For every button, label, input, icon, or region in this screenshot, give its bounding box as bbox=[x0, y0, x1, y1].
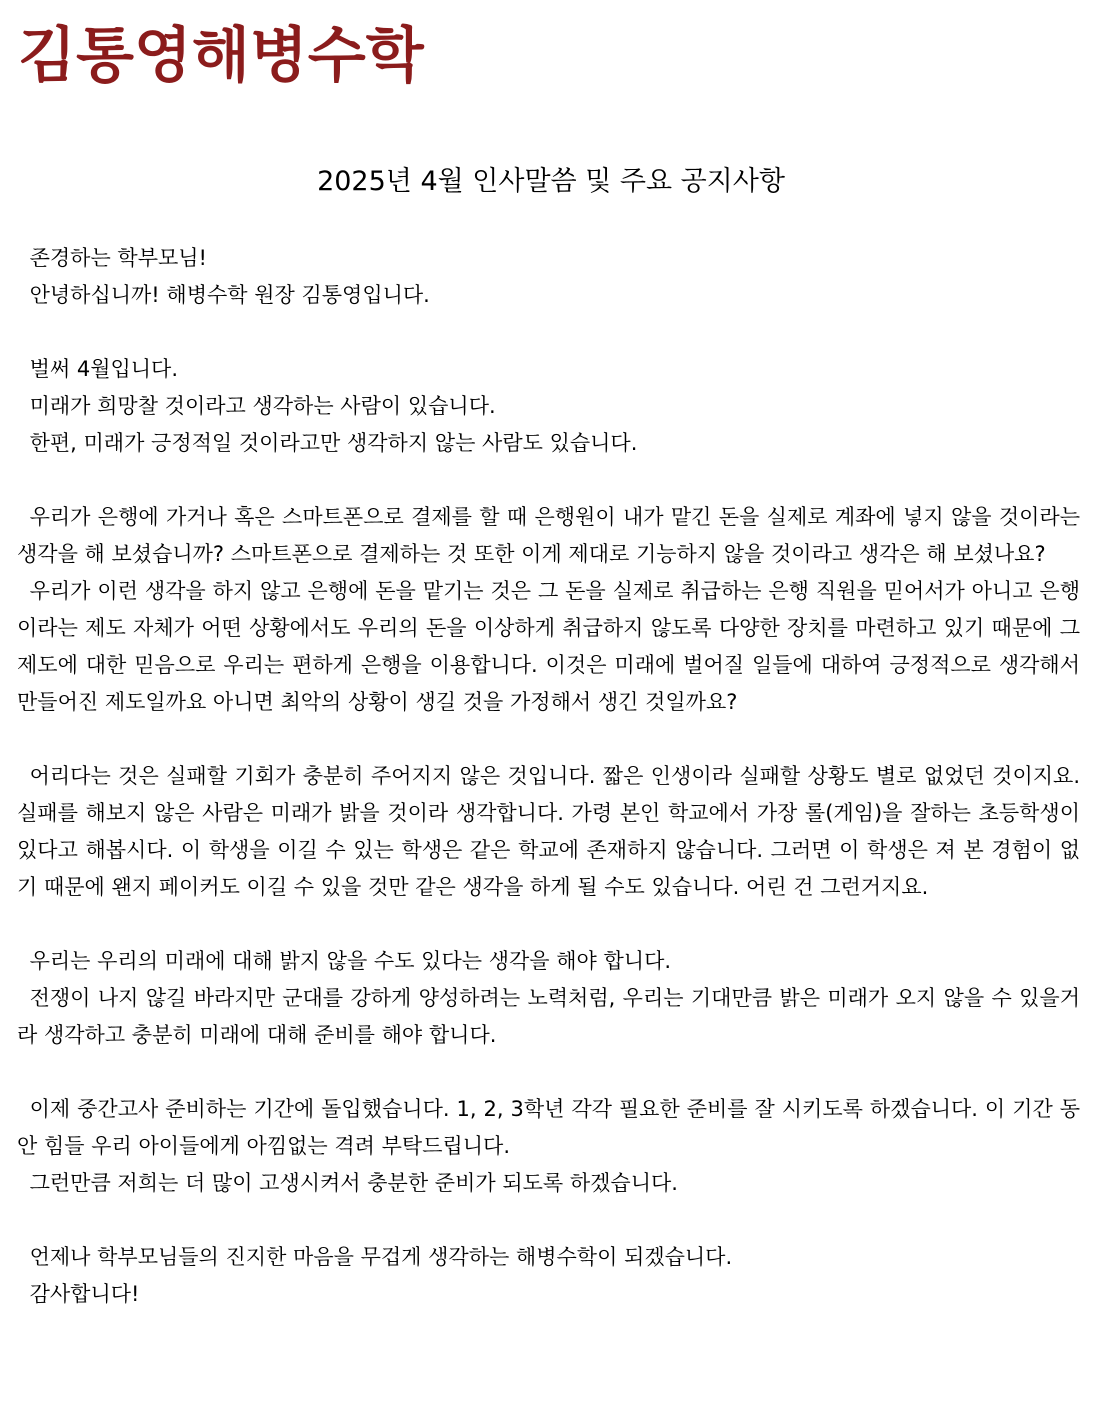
paragraph-gap bbox=[17, 1202, 1080, 1239]
paragraph-gap bbox=[17, 906, 1080, 943]
closing-line: 언제나 학부모님들의 진지한 마음을 무겁게 생각하는 해병수학이 되겠습니다. bbox=[29, 1245, 733, 1269]
young-paragraph: 어리다는 것은 실패할 기회가 충분히 주어지지 않은 것입니다. 짧은 인생이라 실패할 상황도 별로 없었던 것이지요. 실패를 해보지 않은 사람은 미래가 밝을 것이라 생각합니다. 가령 본인 학교에서 가장 롤(게임)을 잘하는 초등학생이 있다고 해봅시다. 이 학생을 이길 수 있는 학생은 같은 학교에 존재하지 않습니다. 그러면 이 학생은 져 본 경험이 없기 때문에 왠지 페이커도 이길 수 있을 것만 같은 생각을 하게 될 수도 있습니다. 어린 건 그런거지요. bbox=[17, 764, 1080, 899]
exam-paragraph: 이제 중간고사 준비하는 기간에 돌입했습니다. 1, 2, 3학년 각각 필요한 준비를 잘 시키도록 하겠습니다. 이 기간 동안 힘들 우리 아이들에게 아낌없는 격려 부탁드립니다. bbox=[17, 1097, 1080, 1158]
greeting-line: 안녕하십니까! 해병수학 원장 김통영입니다. bbox=[29, 283, 430, 307]
bank-paragraph: 우리가 이런 생각을 하지 않고 은행에 돈을 맡기는 것은 그 돈을 실제로 취급하는 은행 직원을 믿어서가 아니고 은행이라는 제도 자체가 어떤 상황에서도 우리의 돈을 이상하게 취급하지 않도록 다양한 장치를 마련하고 있기 때문에 그 제도에 대한 믿음으로 우리는 편하게 은행을 이용합니다. 이것은 미래에 벌어질 일들에 대하여 긍정적으로 생각해서 만들어진 제도일까요 아니면 최악의 상황이 생길 것을 가정해서 생긴 것일까요? bbox=[17, 579, 1080, 714]
paragraph-gap bbox=[17, 314, 1080, 351]
bank-paragraph: 우리가 은행에 가거나 혹은 스마트폰으로 결제를 할 때 은행원이 내가 맡긴 돈을 실제로 계좌에 넣지 않을 것이라는 생각을 해 보셨습니까? 스마트폰으로 결제하는 것 또한 이게 제대로 기능하지 않을 것이라고 생각은 해 보셨나요? bbox=[17, 505, 1080, 566]
letter-body bbox=[17, 240, 1080, 1313]
paragraph-gap bbox=[17, 462, 1080, 499]
intro-line: 미래가 희망찰 것이라고 생각하는 사람이 있습니다. bbox=[29, 394, 496, 418]
intro-line: 벌써 4월입니다. bbox=[29, 357, 179, 381]
paragraph-gap bbox=[17, 1054, 1080, 1091]
academy-logo: 김통영해병수학 bbox=[18, 21, 424, 91]
intro-line: 한편, 미래가 긍정적일 것이라고만 생각하지 않는 사람도 있습니다. bbox=[29, 431, 638, 455]
future-paragraph: 우리는 우리의 미래에 대해 밝지 않을 수도 있다는 생각을 해야 합니다. bbox=[29, 949, 672, 973]
notice-title: 2025년 4월 인사말씀 및 주요 공지사항 bbox=[317, 166, 785, 197]
paragraph-gap bbox=[17, 721, 1080, 758]
closing-line: 감사합니다! bbox=[29, 1282, 140, 1306]
greeting-line: 존경하는 학부모님! bbox=[29, 246, 207, 270]
exam-paragraph: 그런만큼 저희는 더 많이 고생시켜서 충분한 준비가 되도록 하겠습니다. bbox=[29, 1171, 678, 1195]
future-paragraph: 전쟁이 나지 않길 바라지만 군대를 강하게 양성하려는 노력처럼, 우리는 기대만큼 밝은 미래가 오지 않을 수 있을거라 생각하고 충분히 미래에 대해 준비를 해야 합니다. bbox=[17, 986, 1080, 1047]
